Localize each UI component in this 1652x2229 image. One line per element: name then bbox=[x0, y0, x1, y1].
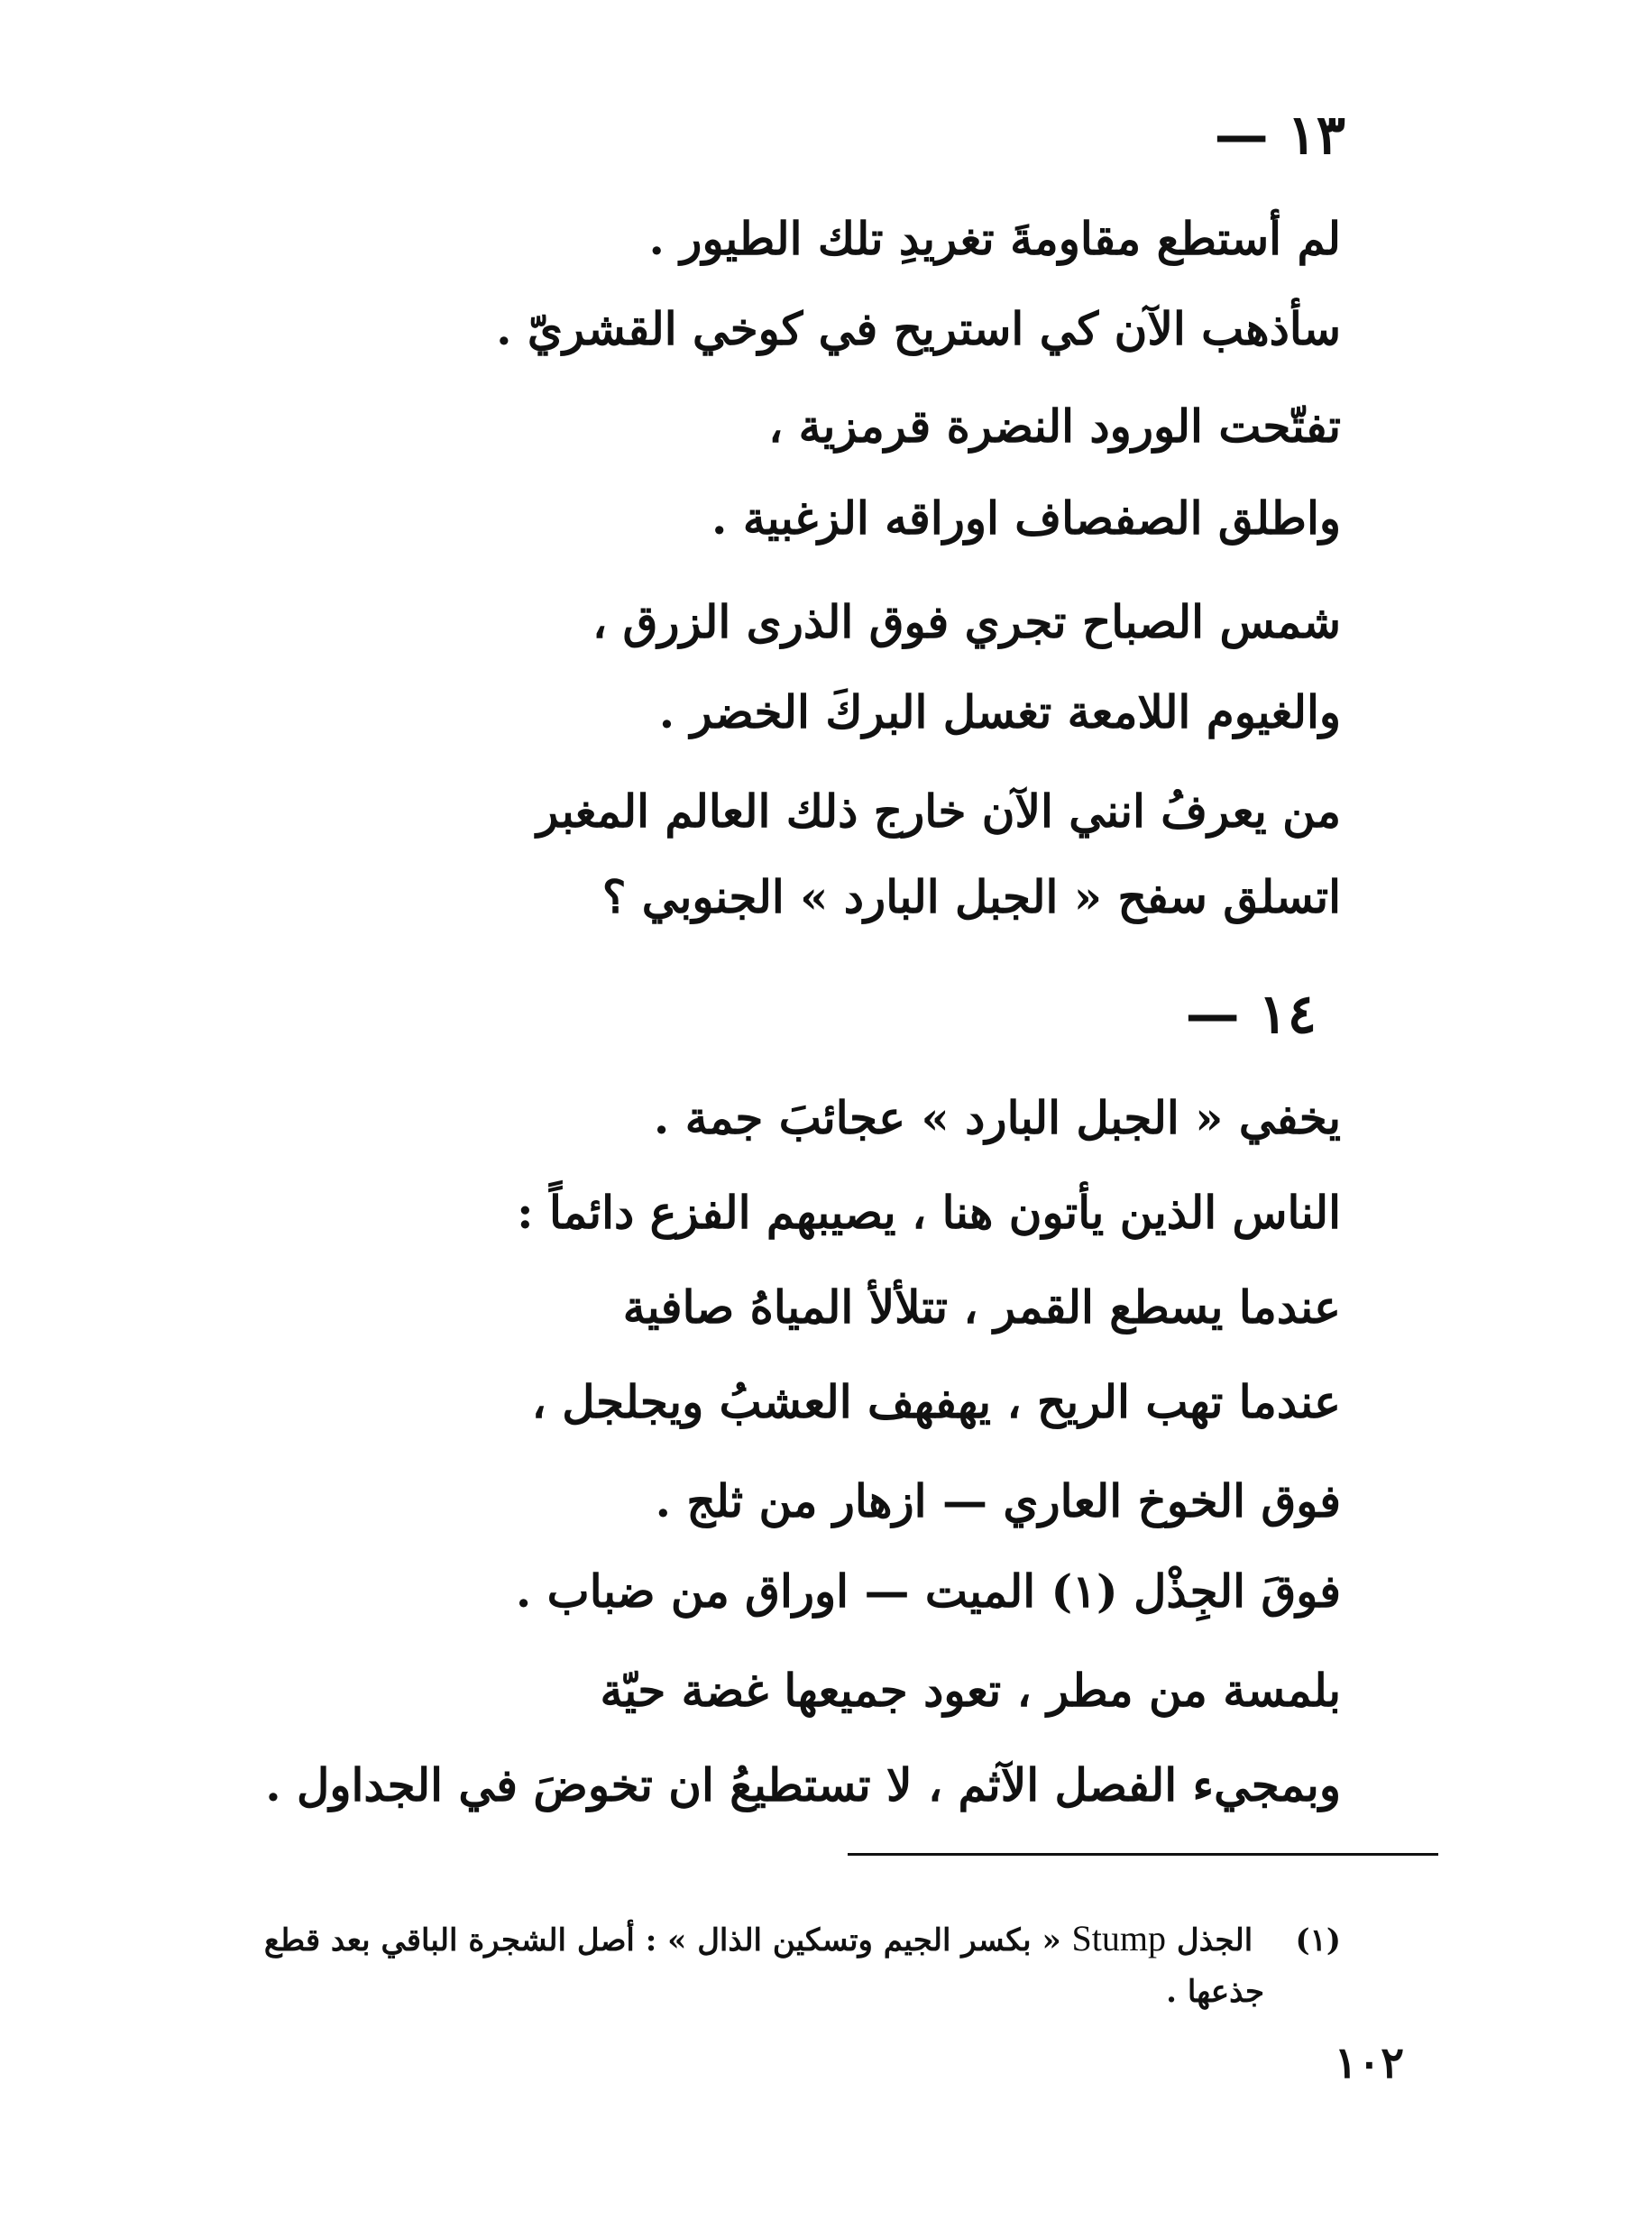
poem-line: عندما تهب الريح ، يهفهف العشبُ ويجلجل ، bbox=[531, 1375, 1341, 1428]
poem-line: الناس الذين يأتون هنا ، يصيبهم الفزع دائماً : bbox=[517, 1186, 1341, 1239]
poem-line: من يعرفُ انني الآن خارج ذلك العالم المغبر bbox=[537, 784, 1341, 838]
poem-line: واطلق الصفصاف اوراقه الزغبية . bbox=[711, 491, 1341, 545]
footnote bbox=[263, 1918, 1341, 1958]
poem-line: شمس الصباح تجري فوق الذرى الزرق ، bbox=[592, 595, 1341, 648]
poem-line: بلمسة من مطر ، تعود جميعها غضة حيّة bbox=[600, 1664, 1341, 1717]
poem-line: والغيوم اللامعة تغسل البركَ الخضر . bbox=[658, 685, 1341, 738]
poem-line: وبمجيء الفصل الآثم ، لا تستطيعُ ان تخوضَ في الجداول . bbox=[265, 1758, 1341, 1812]
poem-line: سأذهب الآن كي استريح في كوخي القشريّ . bbox=[496, 302, 1341, 355]
poem-line: فوق الخوخ العاري — ازهار من ثلج . bbox=[655, 1474, 1341, 1527]
footnote-text: « بكسر الجيم وتسكين الذال » : أصل الشجرة الباقي بعد قطع bbox=[263, 1922, 1061, 1958]
footnote-marker: (١) bbox=[1295, 1922, 1341, 1958]
footnote-term: الجذل bbox=[1176, 1922, 1253, 1958]
poem-line: يخفي « الجبل البارد » عجائبَ جمة . bbox=[653, 1091, 1341, 1144]
poem-line: لم أستطع مقاومةَ تغريدِ تلك الطيور . bbox=[648, 212, 1341, 265]
poem-line: فوقَ الجِذْل (١) الميت — اوراق من ضباب . bbox=[515, 1564, 1341, 1618]
footnote-latin-term: Stump bbox=[1071, 1918, 1167, 1958]
section-13-heading: ١٣ — bbox=[1214, 104, 1345, 167]
footnote-continuation: جذعها . bbox=[1166, 1974, 1264, 2010]
footnote-separator bbox=[848, 1853, 1438, 1856]
poem-line: اتسلق سفح « الجبل البارد » الجنوبي ؟ bbox=[601, 870, 1341, 923]
section-14-heading: ١٤ — bbox=[1185, 983, 1317, 1046]
poem-line: تفتّحت الورود النضرة قرمزية ، bbox=[768, 399, 1341, 453]
page-number: ١٠٢ bbox=[1334, 2038, 1404, 2088]
poem-line: عندما يسطع القمر ، تتلألأ المياهُ صافية bbox=[622, 1280, 1341, 1334]
